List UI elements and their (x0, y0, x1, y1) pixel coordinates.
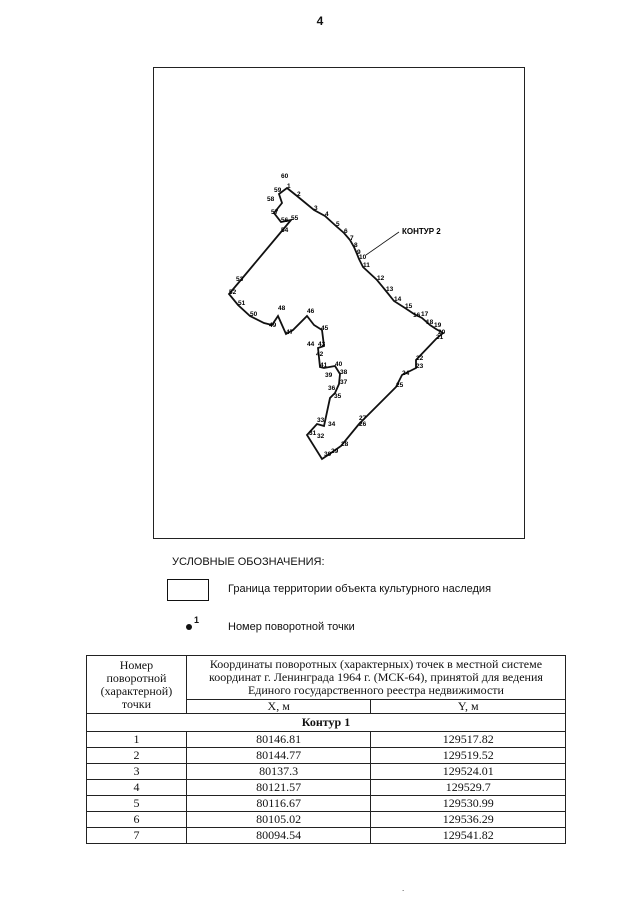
point-label: 29 (331, 448, 339, 455)
point-label: 43 (318, 341, 326, 348)
y-coordinate-cell: 129517.82 (371, 732, 566, 748)
section-row (87, 714, 566, 732)
header-line: поворотной (106, 670, 167, 685)
point-label: 33 (317, 417, 325, 424)
point-label: 36 (328, 385, 336, 392)
point-label: 34 (328, 421, 336, 428)
point-label: 19 (434, 322, 442, 329)
point-label: 26 (359, 421, 367, 428)
table-row (87, 764, 566, 780)
x-coordinate-cell: 80105.02 (186, 812, 371, 828)
y-coordinate-cell: 129519.52 (371, 748, 566, 764)
point-label: 31 (309, 430, 317, 437)
point-label: 42 (316, 351, 324, 358)
header-line: координат г. Ленинграда 1964 г. (МСК-64), принятой для ведения (209, 670, 543, 684)
contour-label-leader (366, 232, 399, 255)
point-label: 56 (281, 217, 289, 224)
point-label: 52 (229, 289, 237, 296)
point-label: 35 (334, 393, 342, 400)
y-coordinate-cell: 129524.01 (371, 764, 566, 780)
point-label: 12 (377, 275, 385, 282)
boundary-legend-label: Граница территории объекта культурного наследия (228, 583, 492, 595)
point-number-cell: 2 (87, 748, 187, 764)
y-coordinate-cell: 129530.99 (371, 796, 566, 812)
point-label: 20 (438, 329, 446, 336)
point-label: 11 (363, 262, 370, 269)
point-number-header (87, 656, 187, 714)
point-label: 44 (307, 341, 315, 348)
point-label: 5 (336, 221, 340, 228)
point-label: 48 (278, 305, 286, 312)
section-label: Контур 1 (87, 714, 566, 732)
x-coordinate-cell: 80144.77 (186, 748, 371, 764)
point-label: 2 (297, 191, 301, 198)
point-label: 37 (340, 379, 348, 386)
point-label: 25 (396, 382, 404, 389)
point-label: 32 (317, 433, 325, 440)
map-frame (153, 67, 525, 539)
x-coordinate-cell: 80146.81 (186, 732, 371, 748)
x-coordinate-cell: 80137.3 (186, 764, 371, 780)
point-label: 16 (413, 312, 421, 319)
point-label: 46 (307, 308, 315, 315)
y-coordinate-cell: 129529.7 (371, 780, 566, 796)
point-label: 4 (325, 211, 329, 218)
point-label: 59 (274, 187, 282, 194)
coordinates-table (86, 655, 566, 844)
point-label: 57 (271, 209, 279, 216)
header-line: Номер (119, 657, 154, 672)
point-number-cell: 1 (87, 732, 187, 748)
point-label: 18 (426, 319, 434, 326)
point-number-cell: 6 (87, 812, 187, 828)
point-label: 6 (344, 228, 348, 235)
table-row (87, 796, 566, 812)
point-label: 7 (350, 235, 354, 242)
point-label: 54 (281, 227, 289, 234)
point-number-cell: 7 (87, 828, 187, 844)
table-header-row (87, 656, 566, 700)
page-number: 4 (316, 14, 324, 28)
point-label: 22 (416, 355, 424, 362)
table-row (87, 828, 566, 844)
legend-title: УСЛОВНЫЕ ОБОЗНАЧЕНИЯ: (172, 556, 325, 568)
y-coordinate-cell: 129541.82 (371, 828, 566, 844)
point-label: 1 (287, 183, 291, 190)
point-number-cell: 3 (87, 764, 187, 780)
header-line: Координаты поворотных (характерных) точек в местной системе (209, 657, 543, 671)
point-label: 3 (314, 205, 318, 212)
point-label: 39 (325, 372, 333, 379)
point-label: 60 (281, 173, 289, 180)
y-coordinate-cell: 129536.29 (371, 812, 566, 828)
point-label: 41 (320, 362, 328, 369)
point-label: 27 (359, 415, 367, 422)
point-label: 23 (416, 363, 424, 370)
x-coordinate-cell: 80094.54 (186, 828, 371, 844)
point-legend-label: Номер поворотной точки (228, 621, 355, 633)
table-row (87, 780, 566, 796)
header-line: Единого государственного реестра недвижимости (247, 683, 504, 697)
point-label: 8 (354, 242, 358, 249)
table-row (87, 748, 566, 764)
point-dot-icon (186, 624, 192, 630)
point-label: 58 (267, 196, 275, 203)
point-label: 17 (421, 311, 429, 318)
table-row (87, 812, 566, 828)
point-label: 14 (394, 296, 402, 303)
footer-mark: . (402, 884, 405, 893)
point-dot-number: 1 (194, 615, 200, 625)
point-label: 40 (335, 361, 343, 368)
header-line: (характерной) (100, 683, 173, 698)
point-label: 28 (341, 441, 349, 448)
point-label: 53 (236, 276, 244, 283)
point-legend-icon (184, 615, 206, 637)
point-label: 51 (238, 300, 246, 307)
point-label: 21 (436, 334, 444, 341)
point-label: 45 (321, 325, 329, 332)
x-header: X, м (186, 700, 371, 714)
point-label: 49 (269, 322, 277, 329)
contour-label: КОНТУР 2 (402, 227, 441, 236)
y-header: Y, м (371, 700, 566, 714)
point-label: 9 (357, 249, 361, 256)
point-labels (229, 173, 446, 458)
point-label: 15 (405, 303, 413, 310)
boundary-map (154, 68, 526, 540)
point-label: 50 (250, 311, 258, 318)
point-label: 13 (386, 286, 394, 293)
coordinates-system-header (186, 656, 565, 700)
table-row (87, 732, 566, 748)
boundary-legend-icon (167, 579, 209, 601)
header-line: точки (121, 696, 151, 711)
x-coordinate-cell: 80121.57 (186, 780, 371, 796)
x-coordinate-cell: 80116.67 (186, 796, 371, 812)
point-label: 30 (324, 451, 332, 458)
point-number-cell: 5 (87, 796, 187, 812)
point-number-cell: 4 (87, 780, 187, 796)
point-label: 10 (359, 254, 367, 261)
point-label: 55 (291, 215, 299, 222)
point-label: 38 (340, 369, 348, 376)
point-label: 47 (286, 329, 294, 336)
point-label: 24 (402, 370, 410, 377)
